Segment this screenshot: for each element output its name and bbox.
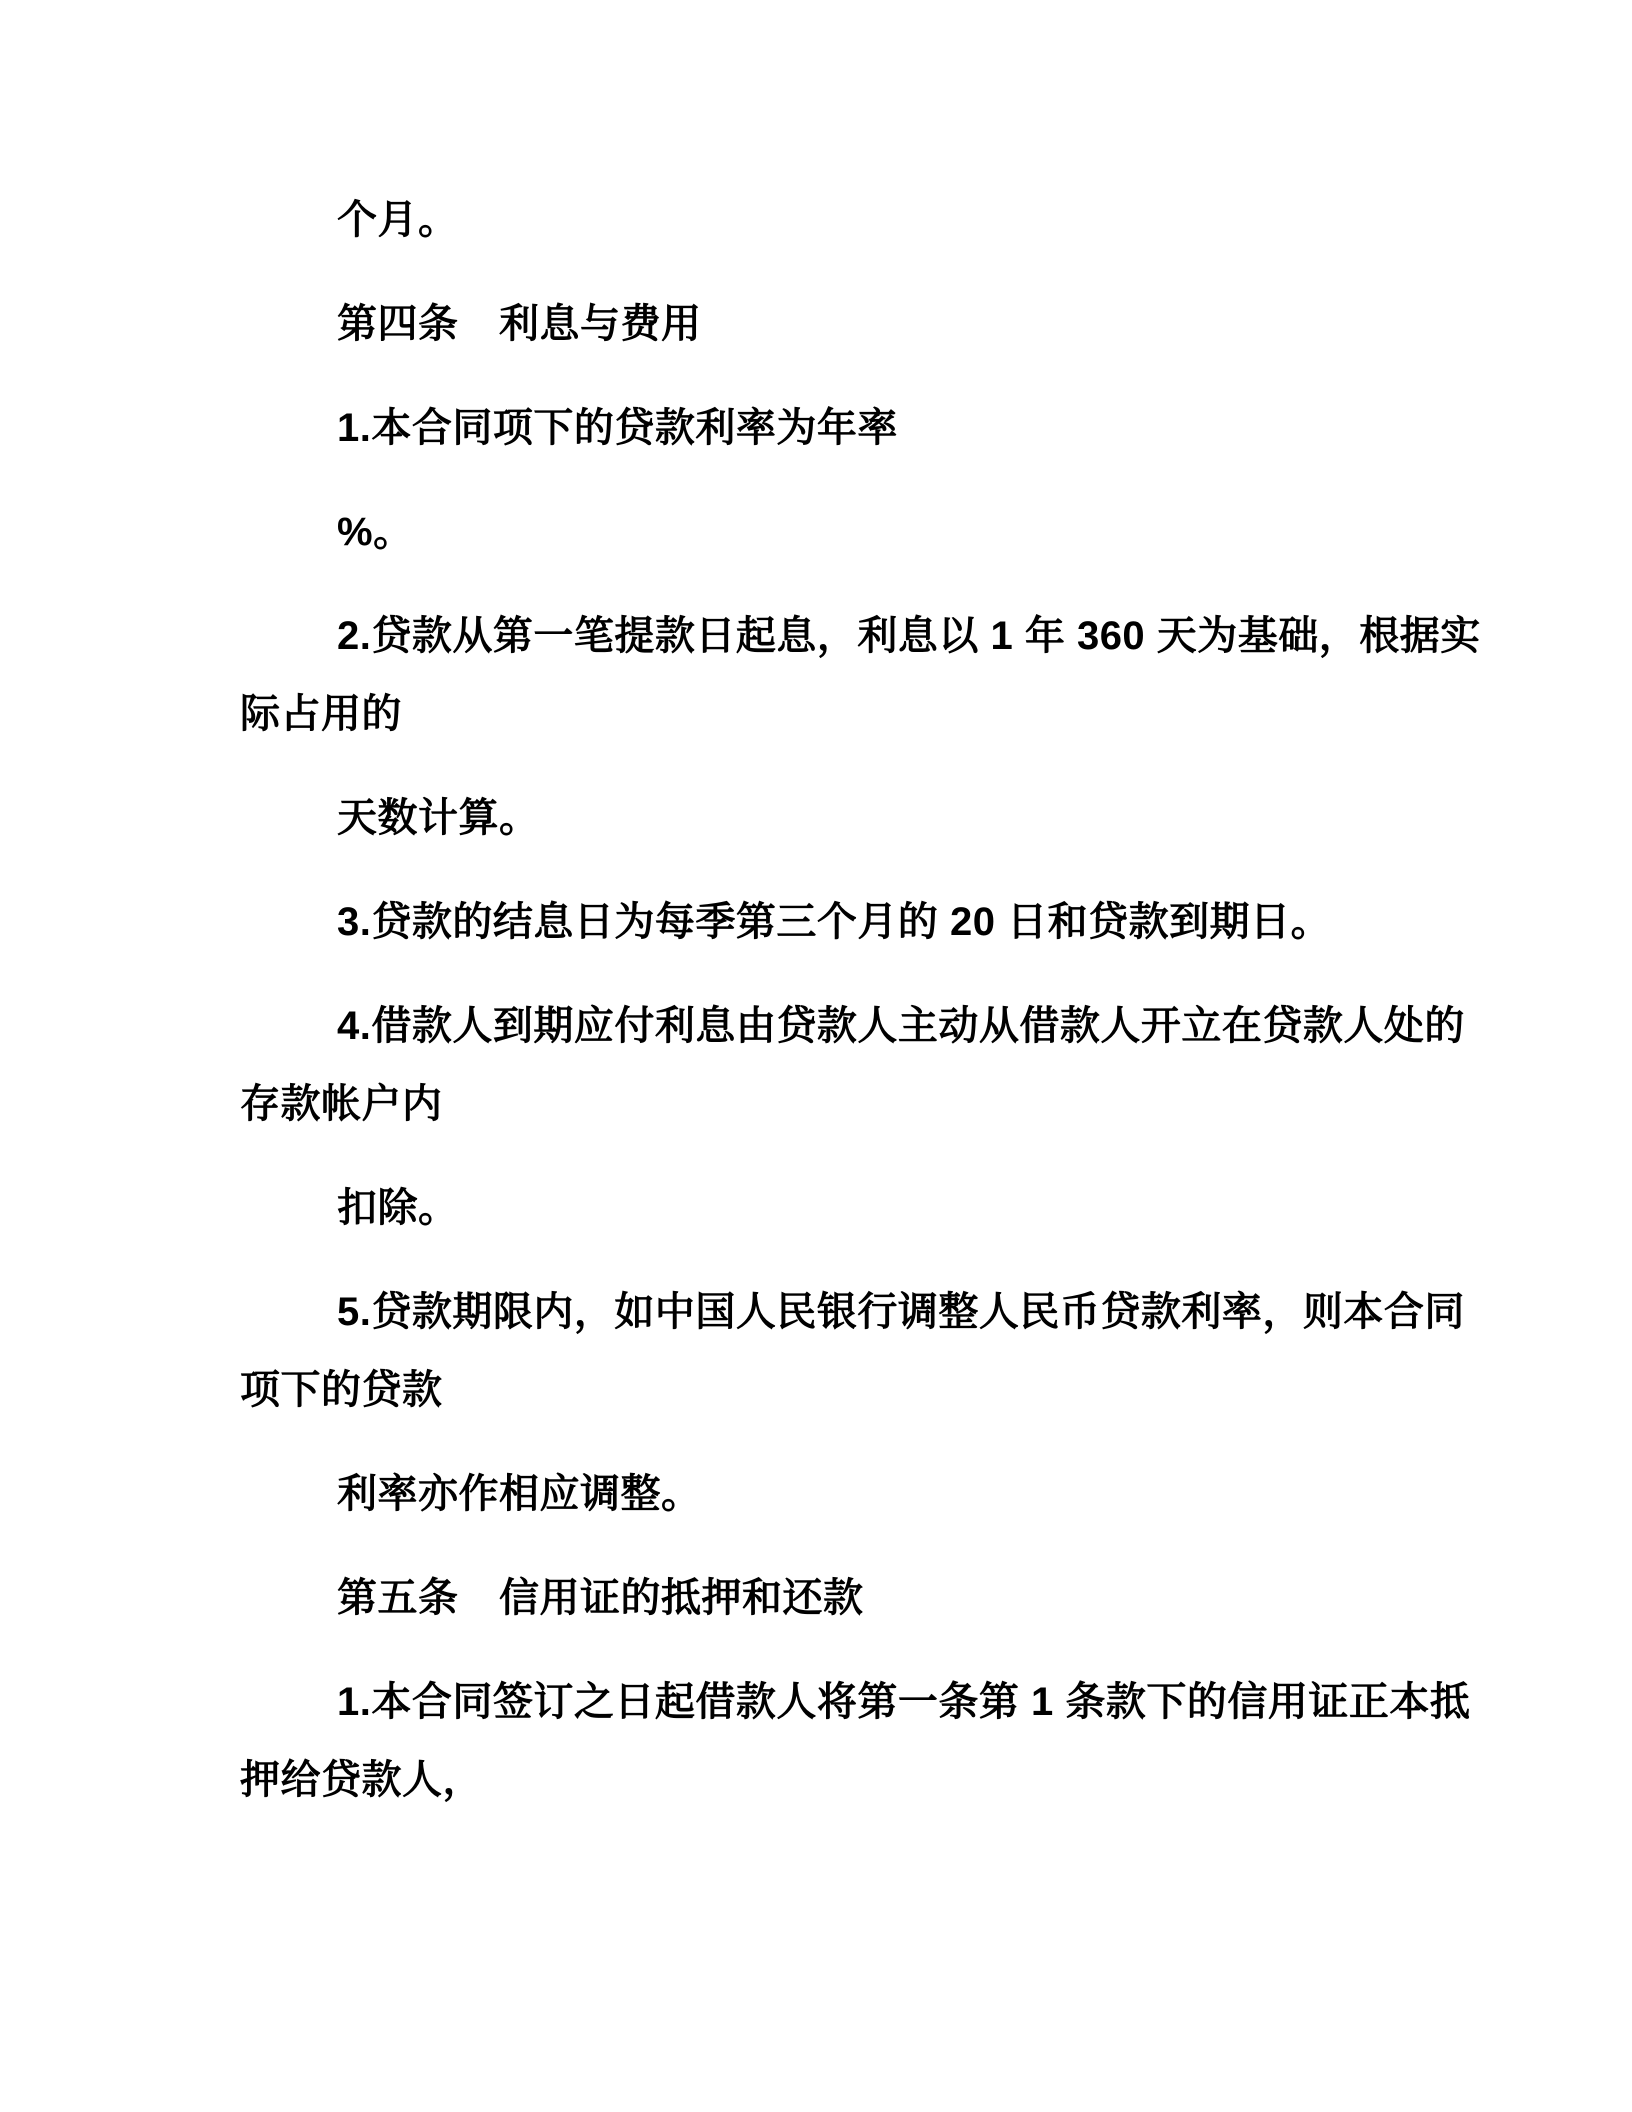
text-line-months: 个月。 xyxy=(337,198,459,242)
clause-4-1-percent: %。 xyxy=(337,510,414,554)
clause-4-2-cont: 际占用的 xyxy=(240,692,402,736)
clause-4-1: 1.本合同项下的贷款利率为年率 xyxy=(337,406,898,450)
clause-4-3: 3.贷款的结息日为每季第三个月的 20 日和贷款到期日。 xyxy=(337,900,1332,944)
heading-article-4: 第四条 利息与费用 xyxy=(337,302,702,346)
clause-4-5-cont: 项下的贷款 xyxy=(240,1368,443,1412)
clause-4-2-end: 天数计算。 xyxy=(337,796,540,840)
clause-4-5: 5.贷款期限内，如中国人民银行调整人民币贷款利率，则本合同 xyxy=(337,1290,1465,1334)
clause-5-1: 1.本合同签订之日起借款人将第一条第 1 条款下的信用证正本抵 xyxy=(337,1680,1471,1724)
heading-article-5: 第五条 信用证的抵押和还款 xyxy=(337,1576,864,1620)
clause-4-4: 4.借款人到期应付利息由贷款人主动从借款人开立在贷款人处的 xyxy=(337,1004,1465,1048)
clause-4-4-end: 扣除。 xyxy=(337,1186,459,1230)
clause-4-2: 2.贷款从第一笔提款日起息，利息以 1 年 360 天为基础，根据实 xyxy=(337,614,1481,658)
clause-5-1-cont: 押给贷款人， xyxy=(240,1758,483,1802)
clause-4-4-cont: 存款帐户内 xyxy=(240,1082,443,1126)
clause-4-5-end: 利率亦作相应调整。 xyxy=(337,1472,702,1516)
